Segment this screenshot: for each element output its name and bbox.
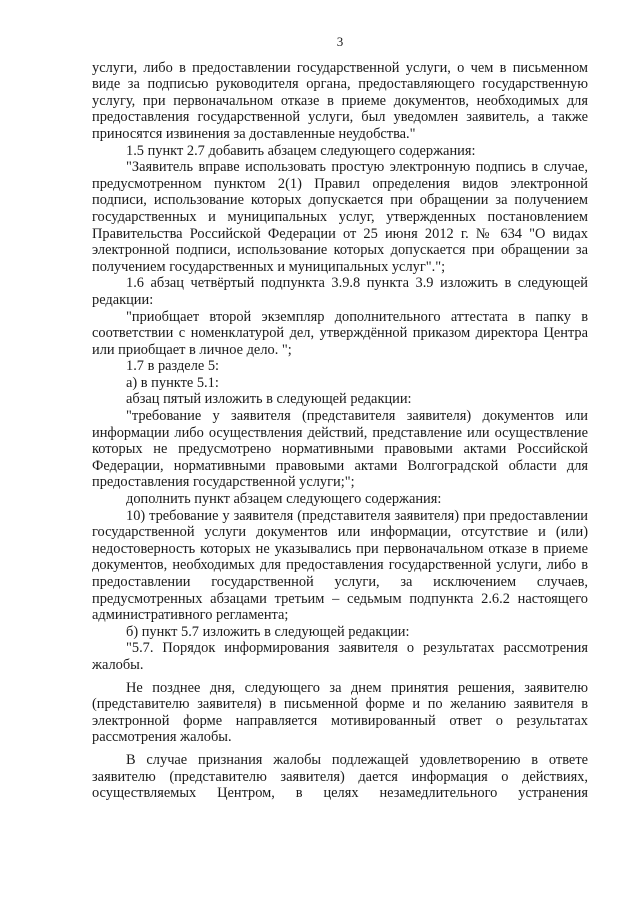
paragraph: а) в пункте 5.1: [126, 374, 219, 391]
paragraph: "Заявитель вправе использовать простую электронную подпись в случае, предусмотренном пунктом 2(1) Правил определения видов электронной подписи, использование которых допускается при обращении за получением государственных и муниципальных услуг, утвержденных постановлением Правительства Российской Федерации от 25 июня 2012 г. № 634 "О видах электронной подписи, использование которых допускается при обращении за получением государственных и муниципальных услуг"."; [92, 159, 588, 275]
paragraph: б) пункт 5.7 изложить в следующей редакции: [126, 623, 410, 640]
paragraph: услуги, либо в предоставлении государственной услуги, о чем в письменном виде за подписью руководителя органа, предоставляющего государственную услугу, при первоначальном отказе в приеме документов, необходимых для предоставления государственной услуги, был уведомлен заявитель, а также приносятся извинения за доставленные неудобства." [92, 59, 588, 142]
page-number: 3 [336, 34, 344, 49]
paragraph: 10) требование у заявителя (представителя заявителя) при предоставлении государственной услуги документов или информации, отсутствие и (или) недостоверность которых не указывались при первоначальном отказе в приеме документов, необходимых для предоставления государственной услуги, либо в предоставлении государственной услуги, за исключением случаев, предусмотренных абзацами третьим – седьмым подпункта 2.6.2 настоящего административного регламента; [92, 507, 588, 624]
paragraph: В случае признания жалобы подлежащей удовлетворению в ответе заявителю (представителю заявителя) дается информация о действиях, осуществляемых Центром, в целях незамедлительного устранения [92, 751, 588, 802]
paragraph: "приобщает второй экземпляр дополнительного аттестата в папку в соответствии с номенклатурой дел, утверждённой приказом директора Центра или приобщает в личное дело. "; [92, 308, 588, 358]
paragraph: "требование у заявителя (представителя заявителя) документов или информации либо осуществления действий, представление или осуществление которых не предусмотрено нормативными правовыми актами Российской Федерации, нормативными правовыми актами Волгоградской области для предоставления государственной услуги;"; [92, 408, 588, 491]
paragraph: 1.7 в разделе 5: [126, 358, 220, 375]
paragraph: абзац пятый изложить в следующей редакции: [126, 391, 412, 408]
document-body [92, 60, 588, 802]
paragraph: "5.7. Порядок информирования заявителя о результатах рассмотрения жалобы. [92, 640, 588, 673]
paragraph: Не позднее дня, следующего за днем принятия решения, заявителю (представителю заявителя) в письменной форме и по желанию заявителя в электронной форме направляется мотивированный ответ о результатах рассмотрения жалобы. [92, 679, 588, 746]
paragraph: 1.6 абзац четвёртый подпункта 3.9.8 пункта 3.9 изложить в следующей редакции: [92, 275, 588, 308]
paragraph: 1.5 пункт 2.7 добавить абзацем следующего содержания: [126, 142, 476, 159]
paragraph: дополнить пункт абзацем следующего содержания: [126, 491, 442, 508]
